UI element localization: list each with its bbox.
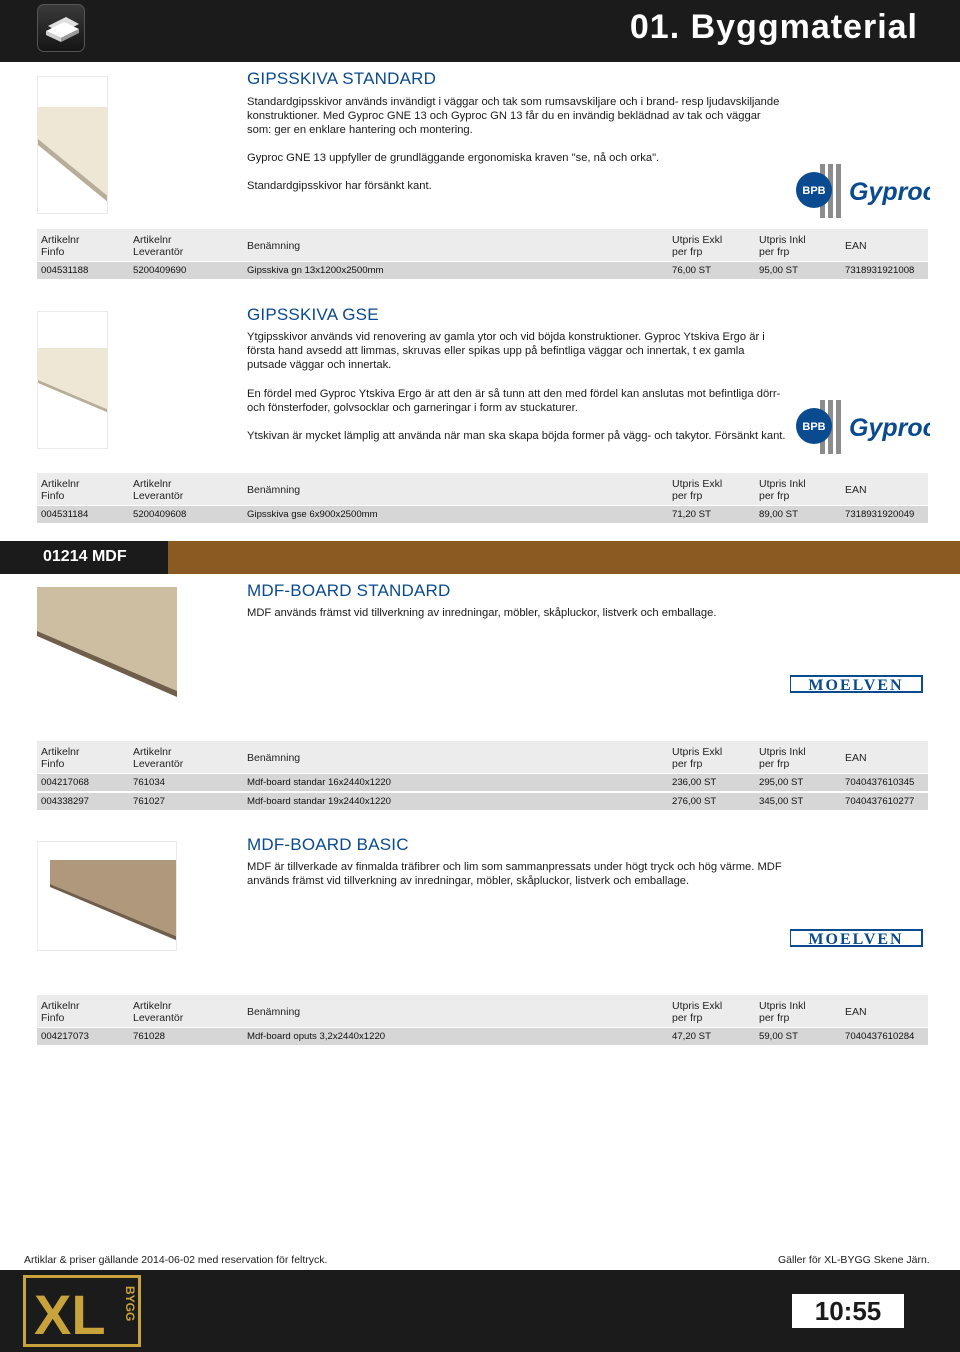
product-description: MDF är tillverkade av finmalda träfibrer och lim som sammanpressats under högt tryck och hög värme. MDF används främst vid tillverkning av inredningar, möbler, skåpluckor, listverk och emballage. bbox=[247, 861, 782, 887]
gyproc-logo bbox=[792, 398, 930, 456]
price-disclaimer: Artiklar & priser gällande 2014-06-02 med reservation för feltryck. bbox=[24, 1254, 328, 1266]
brand-name: MOELVEN bbox=[808, 931, 904, 948]
store-note: Gäller för XL-BYGG Skene Järn. bbox=[778, 1254, 930, 1266]
table-header: Artikelnr Finfo Artikelnr Leverantör Benämning Utpris Exkl per frp Utpris Inkl per frp EAN bbox=[37, 741, 928, 773]
product-image-gipsskiva-gse bbox=[37, 311, 108, 449]
product-image-mdf-standard bbox=[37, 587, 177, 703]
product-heading: MDF-BOARD BASIC bbox=[247, 835, 409, 854]
category-label: 01214 MDF bbox=[0, 541, 168, 574]
product-description: Ytgipsskivor används vid renovering av gamla ytor och vid böjda konstruktioner. Gyproc Ytskiva Ergo är i första hand avsedd att limmas, skruvas eller spikas upp på befintliga väggar och innertak, t ex gamla putsade väggar och innertak. bbox=[247, 331, 765, 371]
xl-bygg-logo bbox=[23, 1275, 141, 1347]
table-header: Artikelnr Finfo Artikelnr Leverantör Benämning Utpris Exkl per frp Utpris Inkl per frp EAN bbox=[37, 473, 928, 505]
brand-mark: BPB bbox=[802, 185, 826, 197]
product-description: MDF används främst vid tillverkning av inredningar, möbler, skåpluckor, listverk och emballage. bbox=[247, 607, 717, 619]
table-row: 004531188 5200409690 Gipsskiva gn 13x1200x2500mm 76,00 ST 95,00 ST 7318931921008 bbox=[37, 262, 928, 279]
brand-name: Gyproc bbox=[849, 178, 930, 206]
product-image-mdf-basic bbox=[37, 841, 177, 951]
product-heading: GIPSSKIVA GSE bbox=[247, 305, 379, 324]
brand-name: MOELVEN bbox=[808, 677, 904, 694]
product-heading: MDF-BOARD STANDARD bbox=[247, 581, 451, 600]
product-heading: GIPSSKIVA STANDARD bbox=[247, 69, 437, 88]
brand-name: Gyproc bbox=[849, 414, 930, 442]
svg-text:XL: XL bbox=[34, 1283, 106, 1344]
board-icon bbox=[37, 4, 85, 52]
svg-text:BYGG: BYGG bbox=[123, 1286, 137, 1322]
table-row: 004338297 761027 Mdf-board standar 19x2440x1220 276,00 ST 345,00 ST 7040437610277 bbox=[37, 793, 928, 810]
table-row: 004217073 761028 Mdf-board oputs 3,2x2440x1220 47,20 ST 59,00 ST 7040437610284 bbox=[37, 1028, 928, 1045]
table-header: Artikelnr Finfo Artikelnr Leverantör Benämning Utpris Exkl per frp Utpris Inkl per frp EAN bbox=[37, 995, 928, 1027]
table-header: Artikelnr Finfo Artikelnr Leverantör Benämning Utpris Exkl per frp Utpris Inkl per frp EAN bbox=[37, 229, 928, 261]
product-description: En fördel med Gyproc Ytskiva Ergo är att den är så tunn att den med fördel kan anslutas mot befintliga dörr- och fönsterfoder, golvsocklar och garneringar i form av stuckaturer. bbox=[247, 388, 781, 414]
product-description: Ytskivan är mycket lämplig att använda när man ska skapa böjda former på vägg- och takytor. Försänkt kant. bbox=[247, 430, 786, 442]
table-row: 004217068 761034 Mdf-board standar 16x2440x1220 236,00 ST 295,00 ST 7040437610345 bbox=[37, 774, 928, 791]
page-number: 10:55 bbox=[792, 1294, 904, 1328]
product-description: Gyproc GNE 13 uppfyller de grundläggande ergonomiska kraven "se, nå och orka". bbox=[247, 152, 660, 164]
page-title: 01. Byggmaterial bbox=[629, 8, 918, 46]
brand-mark: BPB bbox=[802, 421, 826, 433]
gyproc-logo bbox=[792, 162, 930, 220]
moelven-logo bbox=[790, 927, 930, 949]
product-image-gipsskiva-standard bbox=[37, 76, 108, 214]
product-description: Standardgipsskivor används invändigt i väggar och tak som rumsavskiljare och i brand- resp ljudavskiljande konstruktioner. Med Gyproc GNE 13 och Gyproc GN 13 får du en invändig beklädnad av tak och väggar som: ger en enklare hantering och montering. bbox=[247, 96, 780, 136]
table-row: 004531184 5200409608 Gipsskiva gse 6x900x2500mm 71,20 ST 89,00 ST 7318931920049 bbox=[37, 506, 928, 523]
moelven-logo bbox=[790, 673, 930, 695]
product-description: Standardgipsskivor har försänkt kant. bbox=[247, 180, 432, 192]
